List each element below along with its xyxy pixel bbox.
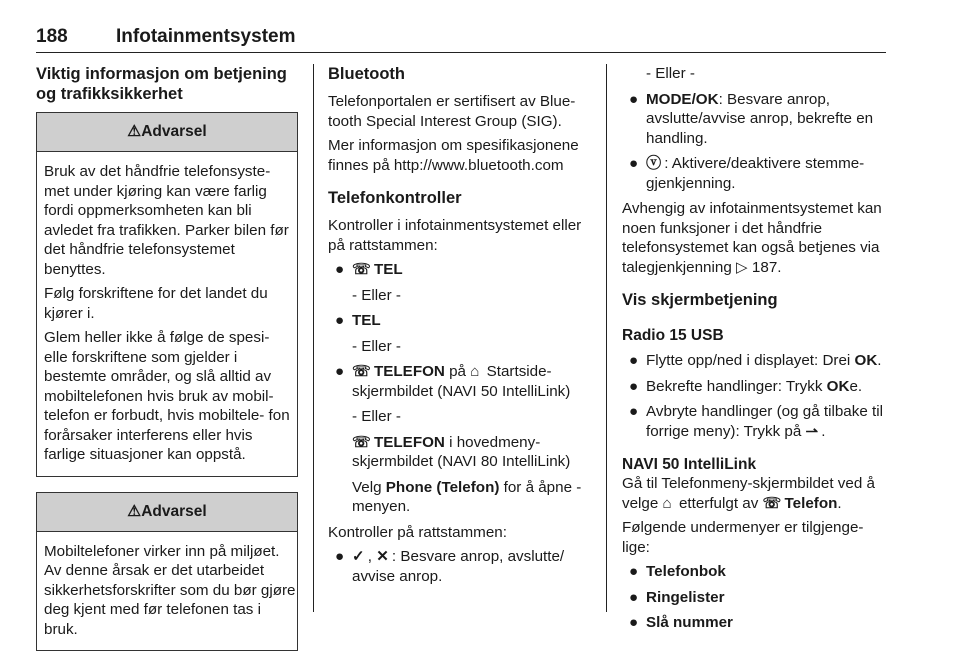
warning-title: ⚠Advarsel	[37, 493, 297, 532]
paragraph: Avhengig av infotainmentsystemet kan noen funksjoner i det håndfrie telefonsystemet kan også betjenes via talegjenkjenning ▷ 187.	[622, 200, 882, 276]
list-item: ● TEL	[335, 312, 381, 329]
bullet-icon: ●	[629, 403, 639, 420]
heading-radio: Radio 15 USB	[622, 327, 724, 344]
warning-paragraph: Glem heller ikke å følge de spesi- elle forskriftene som gjelder i bestemte områder, og slå alltid av mobiltelefonen hvis bruk av mobil- telefon er forbudt, hvis mobiltele- fon forårsaker interferens eller hvis farlige situasjoner kan oppstå.	[44, 329, 290, 463]
controls-list	[622, 90, 886, 194]
list-item: ● Slå nummer	[629, 614, 733, 631]
list-item: ● Ringelister	[629, 588, 725, 606]
bullet-icon: ●	[629, 563, 639, 580]
column-divider	[606, 64, 607, 612]
answer-icon: ✓	[352, 548, 365, 565]
list-item: ● ☏ TEL	[335, 261, 403, 278]
list-item: ● Telefonbok	[629, 563, 726, 580]
heading-phone-controls: Telefonkontroller	[328, 189, 462, 207]
list-item: ● Bekrefte handlinger: Trykk OKe.	[629, 377, 863, 395]
or-text: - Eller -	[352, 286, 401, 304]
bullet-icon: ●	[629, 90, 639, 108]
phone-icon: ☏	[352, 433, 371, 451]
phone-small-icon: ☏	[352, 261, 371, 278]
list-item: ● ✓ , ✕ : Besvare anrop, avslutte/ avvise anrop.	[335, 548, 565, 585]
hangup-icon: ✕	[376, 548, 389, 565]
warning-icon: ⚠	[127, 502, 142, 520]
bullet-icon: ●	[629, 155, 639, 172]
radio-list	[622, 351, 886, 441]
bullet-icon: ●	[335, 548, 345, 565]
warning-body	[37, 152, 297, 476]
or-text: - Eller -	[646, 65, 695, 82]
controls-list	[328, 260, 590, 517]
column-3	[622, 64, 886, 639]
steering-list	[328, 547, 590, 586]
list-item: ● ⓥ : Aktivere/deaktivere stemme- gjenkjenning.	[629, 155, 865, 192]
back-icon: ⇀	[805, 422, 819, 440]
bullet-icon: ●	[335, 261, 345, 278]
list-item: ● Flytte opp/ned i displayet: Drei OK.	[629, 352, 882, 369]
warning-box-2	[36, 492, 298, 652]
submenu-list	[622, 562, 886, 633]
bullet-icon: ●	[629, 588, 639, 606]
or-text: - Eller -	[352, 337, 401, 355]
home-icon: ⌂	[470, 363, 480, 380]
voice-icon: ⓥ	[646, 155, 662, 172]
page-header	[36, 26, 886, 53]
paragraph: Telefonportalen er sertifisert av Blue- tooth Special Interest Group (SIG).	[328, 93, 576, 130]
paragraph: Kontroller på rattstammen:	[328, 523, 507, 541]
or-text: - Eller -	[352, 408, 401, 425]
section-heading-safety: Viktig informasjon om betjening og trafikksikkerhet	[36, 65, 287, 103]
warning-box-1	[36, 112, 298, 477]
phone-icon: ☏	[352, 363, 371, 380]
warning-paragraph: Følg forskriftene for det landet du kjører i.	[44, 285, 268, 322]
paragraph: Kontroller i infotainmentsystemet eller på rattstammen:	[328, 217, 582, 254]
column-2	[328, 64, 590, 592]
list-item: ● MODE/OK: Besvare anrop, avslutte/avvise anrop, bekrefte en handling.	[629, 90, 874, 147]
list-item: ● ☏ TELEFON på ⌂ Startside- skjermbildet (NAVI 50 IntelliLink)	[335, 363, 571, 400]
warning-title: ⚠Advarsel	[37, 113, 297, 152]
warning-icon: ⚠	[127, 123, 142, 140]
sub-text: Velg Phone (Telefon) for å åpne -menyen.	[352, 478, 582, 515]
list-item: ● Avbryte handlinger (og gå tilbake til forrige meny): Trykk på ⇀ .	[629, 403, 883, 440]
column-1	[36, 64, 298, 666]
sub-text: ☏ TELEFON i hovedmeny- skjermbildet (NAVI 80 IntelliLink)	[352, 433, 571, 470]
bullet-icon: ●	[335, 312, 345, 329]
heading-bluetooth: Bluetooth	[328, 65, 405, 83]
heading-navi: NAVI 50 IntelliLink	[622, 456, 757, 473]
bullet-icon: ●	[335, 363, 345, 380]
bullet-icon: ●	[629, 377, 639, 395]
warning-paragraph: Mobiltelefoner virker inn på miljøet. Av denne årsak er det utarbeidet sikkerhetsforskrifter som du bør gjøre deg kjent med før telefonen tas i bruk.	[44, 542, 296, 638]
bullet-icon: ●	[629, 352, 639, 369]
paragraph: Mer informasjon om spesifikasjonene finnes på http://www.bluetooth.com	[328, 137, 579, 174]
bullet-icon: ●	[629, 614, 639, 631]
warning-body	[37, 532, 297, 651]
page-title: Infotainmentsystem	[116, 26, 296, 47]
heading-display-control: Vis skjermbetjening	[622, 291, 778, 309]
phone-icon: ☏	[762, 494, 782, 512]
paragraph: Gå til Telefonmeny-skjermbildet ved å velge ⌂ etterfulgt av ☏ Telefon.	[622, 475, 875, 512]
page-number: 188	[36, 26, 68, 47]
warning-paragraph: Bruk av det håndfrie telefonsyste- met under kjøring kan være farlig fordi oppmerksomheten kan bli avledet fra trafikken. Parker bilen før det håndfrie telefonsystemet benyttes.	[44, 163, 289, 278]
reference-arrow-icon: ▷	[736, 258, 748, 276]
paragraph: Følgende undermenyer er tilgjenge- lige:	[622, 519, 864, 556]
home-icon: ⌂	[662, 494, 672, 512]
column-divider	[313, 64, 314, 612]
